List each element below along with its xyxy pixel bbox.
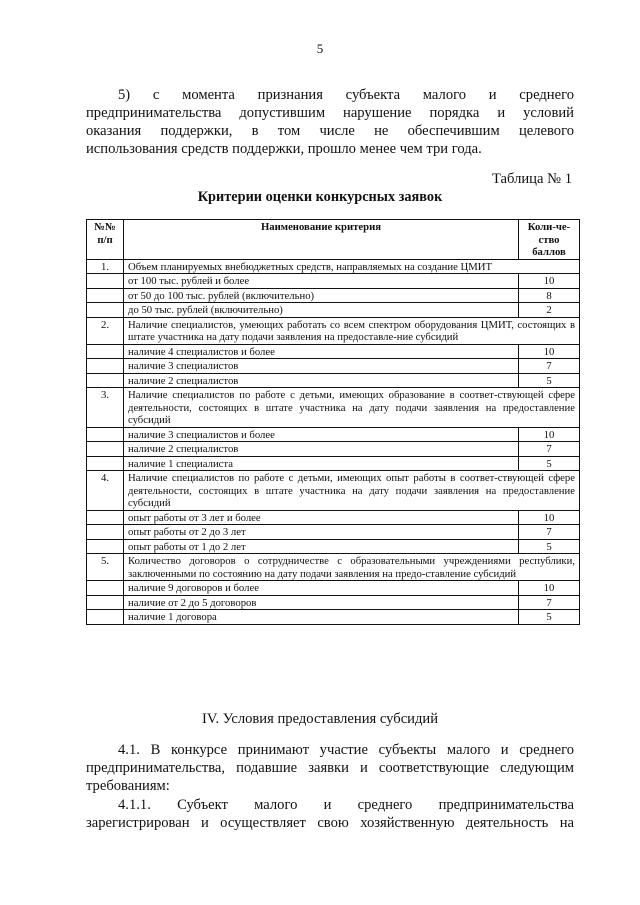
criterion-text: Наличие специалистов по работе с детьми, имеющих образование в соответ-ствующей сфере деятельности, состоящих в штате участника на дату подачи заявления на предоставление субсидий [124, 388, 580, 428]
option-text: наличие 9 договоров и более [124, 581, 519, 596]
text-line: предпринимательства допустившим нарушение порядка и условий [86, 105, 574, 121]
header-points [519, 220, 580, 260]
option-row [87, 427, 580, 442]
page-number: 5 [316, 41, 324, 56]
option-text: опыт работы от 2 до 3 лет [124, 525, 519, 540]
option-row [87, 456, 580, 471]
option-row [87, 442, 580, 457]
option-points: 5 [519, 539, 580, 554]
header-points-line: Коли-че- [527, 221, 571, 233]
option-points: 5 [519, 373, 580, 388]
empty-number-cell [87, 288, 124, 303]
option-points: 2 [519, 303, 580, 318]
text-line: требованиям: [86, 778, 170, 794]
criterion-row [87, 471, 580, 511]
option-text: наличие 1 договора [124, 610, 519, 625]
option-row [87, 359, 580, 374]
criteria-table [86, 219, 580, 625]
empty-number-cell [87, 442, 124, 457]
empty-number-cell [87, 274, 124, 289]
option-text: опыт работы от 1 до 2 лет [124, 539, 519, 554]
header-criterion-name: Наименование критерия [124, 220, 519, 260]
empty-number-cell [87, 510, 124, 525]
option-text: от 50 до 100 тыс. рублей (включительно) [124, 288, 519, 303]
header-number-line: №№ [94, 221, 116, 233]
empty-number-cell [87, 427, 124, 442]
criterion-row [87, 259, 580, 274]
criterion-number: 5. [87, 554, 124, 581]
criterion-number: 3. [87, 388, 124, 428]
option-text: наличие от 2 до 5 договоров [124, 595, 519, 610]
option-row [87, 610, 580, 625]
criterion-text: Наличие специалистов по работе с детьми, имеющих опыт работы в соответ-ствующей сфере деятельности, состоящих в штате участника на дату подачи заявления на предоставление субсидий [124, 471, 580, 511]
option-text: наличие 3 специалистов [124, 359, 519, 374]
option-text: до 50 тыс. рублей (включительно) [124, 303, 519, 318]
option-row [87, 288, 580, 303]
criterion-text: Объем планируемых внебюджетных средств, направляемых на создание ЦМИТ [124, 259, 580, 274]
text-line: 5) с момента признания субъекта малого и среднего [118, 87, 574, 103]
option-points: 5 [519, 456, 580, 471]
header-number-line: п/п [97, 233, 113, 246]
option-row [87, 525, 580, 540]
option-row [87, 581, 580, 596]
header-points-line: ство [538, 233, 560, 246]
option-text: наличие 3 специалистов и более [124, 427, 519, 442]
empty-number-cell [87, 610, 124, 625]
criterion-number: 1. [87, 259, 124, 274]
criterion-number: 4. [87, 471, 124, 511]
option-points: 10 [519, 427, 580, 442]
empty-number-cell [87, 539, 124, 554]
section-title: IV. Условия предоставления субсидий [201, 711, 439, 727]
option-points: 8 [519, 288, 580, 303]
option-row [87, 595, 580, 610]
text-line: 4.1.1. Субъект малого и среднего предпринимательства [118, 797, 574, 813]
table-label: Таблица № 1 [492, 171, 572, 187]
table-header-row [87, 220, 580, 260]
criterion-row [87, 317, 580, 344]
option-row [87, 344, 580, 359]
text-line: предпринимательства, подавшие заявки и соответствующие следующим [86, 760, 574, 776]
option-row [87, 373, 580, 388]
option-points: 10 [519, 510, 580, 525]
empty-number-cell [87, 525, 124, 540]
option-points: 10 [519, 274, 580, 289]
paragraph-4-1 [86, 741, 574, 795]
empty-number-cell [87, 373, 124, 388]
option-points: 7 [519, 442, 580, 457]
criterion-text: Наличие специалистов, умеющих работать со всем спектром оборудования ЦМИТ, состоящих в штате участника на дату подачи заявления на предоставле-ние субсидий [124, 317, 580, 344]
criterion-text: Количество договоров о сотрудничестве с образовательными учреждениями республики, заключенными по состоянию на дату подачи заявления на предо-ставление субсидий [124, 554, 580, 581]
table-title: Критерии оценки конкурсных заявок [197, 189, 443, 205]
empty-number-cell [87, 303, 124, 318]
option-points: 10 [519, 344, 580, 359]
text-line: зарегистрирован и осуществляет свою хозяйственную деятельность на [86, 815, 574, 831]
option-points: 7 [519, 525, 580, 540]
option-row [87, 539, 580, 554]
empty-number-cell [87, 595, 124, 610]
empty-number-cell [87, 581, 124, 596]
empty-number-cell [87, 359, 124, 374]
option-points: 7 [519, 359, 580, 374]
paragraph-4-1-1 [86, 796, 574, 832]
option-text: от 100 тыс. рублей и более [124, 274, 519, 289]
table-body [87, 259, 580, 624]
text-line: использования средств поддержки, прошло менее чем три года. [86, 141, 482, 157]
option-points: 7 [519, 595, 580, 610]
option-row [87, 303, 580, 318]
criterion-number: 2. [87, 317, 124, 344]
header-number [87, 220, 124, 260]
option-row [87, 510, 580, 525]
intro-paragraph [86, 86, 574, 158]
option-row [87, 274, 580, 289]
empty-number-cell [87, 456, 124, 471]
option-text: наличие 2 специалистов [124, 373, 519, 388]
text-line: 4.1. В конкурсе принимают участие субъекты малого и среднего [118, 742, 574, 758]
option-text: наличие 1 специалиста [124, 456, 519, 471]
option-text: опыт работы от 3 лет и более [124, 510, 519, 525]
option-points: 5 [519, 610, 580, 625]
option-points: 10 [519, 581, 580, 596]
option-text: наличие 4 специалистов и более [124, 344, 519, 359]
header-points-line: баллов [532, 246, 566, 258]
option-text: наличие 2 специалистов [124, 442, 519, 457]
empty-number-cell [87, 344, 124, 359]
criterion-row [87, 388, 580, 428]
criterion-row [87, 554, 580, 581]
text-line: оказания поддержки, в том числе не обеспечившим целевого [86, 123, 574, 139]
